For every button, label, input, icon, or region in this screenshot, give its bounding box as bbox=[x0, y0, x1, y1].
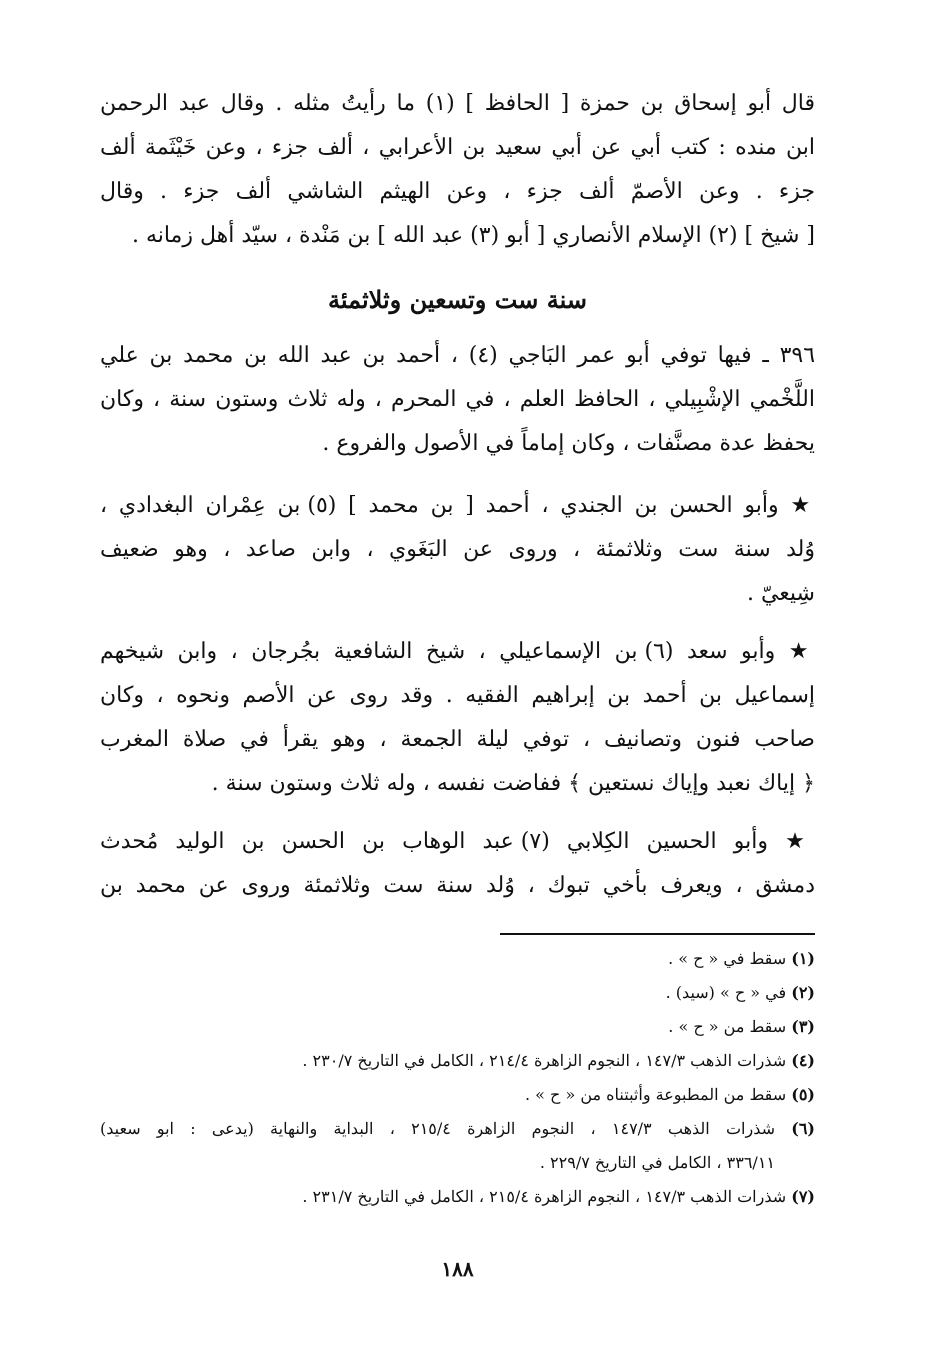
footnote-2 bbox=[100, 976, 815, 1010]
entry-ismaili-line-3: صاحب فنون وتصانيف ، توفي ليلة الجمعة ، وهو يقرأ في صلاة المغرب bbox=[100, 727, 815, 752]
intro-line-3: جزء . وعن الأصمّ ألف جزء ، وعن الهيثم الشاشي ألف جزء . وقال bbox=[100, 179, 815, 204]
footnote-text: سقط في « ح » . bbox=[668, 949, 787, 968]
entry-jundi-line-1: ★ وأبو الحسن بن الجندي ، أحمد [ بن محمد ] (٥) بن عِمْران البغدادي ، bbox=[100, 493, 815, 518]
entry-kilabi-paragraph bbox=[100, 820, 815, 908]
entry-kilabi-line-1: ★ وأبو الحسين الكِلابي (٧) عبد الوهاب بن الحسن بن الوليد مُحدث bbox=[100, 829, 815, 854]
entry-jundi-line-3: شِيعيّ . bbox=[746, 581, 815, 606]
entry-kilabi-line-2: دمشق ، ويعرف بأخي تبوك ، وُلد سنة ست وثلاثمئة وروى عن محمد بن bbox=[100, 873, 815, 898]
footnote-5 bbox=[100, 1078, 815, 1112]
entry-396-line-2: اللَّخْمي الإشْبِيلي ، الحافظ العلم ، في المحرم ، وله ثلاث وستون سنة ، وكان bbox=[100, 387, 815, 412]
entry-ismaili-line-1: ★ وأبو سعد (٦) بن الإسماعيلي ، شيخ الشافعية بجُرجان ، وابن شيخهم bbox=[100, 639, 815, 664]
intro-line-1: قال أبو إسحاق بن حمزة [ الحافظ ] (١) ما رأيتُ مثله . وقال عبد الرحمن bbox=[100, 91, 815, 116]
footnote-text: شذرات الذهب ١٤٧/٣ ، النجوم الزاهرة ٢١٤/٤ ، الكامل في التاريخ ٢٣٠/٧ . bbox=[302, 1051, 787, 1070]
footnote-text: شذرات الذهب ١٤٧/٣ ، النجوم الزاهرة ٢١٥/٤ ، البداية والنهاية (يدعى : ابو سعيد) bbox=[100, 1119, 776, 1138]
entry-jundi-line-2: وُلد سنة ست وثلاثمئة ، وروى عن البَغَوي ، وابن صاعد ، وهو ضعيف bbox=[100, 537, 815, 562]
footnote-6-continuation bbox=[100, 1146, 815, 1180]
footnote-text: ٣٣٦/١١ ، الكامل في التاريخ ٢٢٩/٧ . bbox=[539, 1153, 775, 1172]
footnote-number: (٥) bbox=[791, 1085, 815, 1104]
footnote-number: (١) bbox=[791, 949, 815, 968]
footnote-number: (٢) bbox=[791, 983, 815, 1002]
footnote-text: في « ح » (سيد) . bbox=[665, 983, 787, 1002]
entry-ismaili-line-4: ﴿ إياك نعبد وإياك نستعين ﴾ ففاضت نفسه ، وله ثلاث وستون سنة . bbox=[211, 771, 815, 796]
footnote-4 bbox=[100, 1044, 815, 1078]
footnotes bbox=[100, 942, 815, 1214]
section-heading: سنة ست وتسعين وثلاثمئة bbox=[328, 285, 587, 314]
page-number: ١٨٨ bbox=[441, 1257, 474, 1281]
footnote-number: (٤) bbox=[791, 1051, 815, 1070]
entry-396-line-1: ٣٩٦ ـ فيها توفي أبو عمر البَاجي (٤) ، أحمد بن عبد الله بن محمد بن علي bbox=[100, 343, 816, 368]
entry-396-line-3: يحفظ عدة مصنَّفات ، وكان إماماً في الأصول والفروع . bbox=[322, 431, 815, 456]
entry-jundi-paragraph bbox=[100, 484, 815, 616]
footnote-number: (٦) bbox=[791, 1119, 815, 1138]
entry-396-paragraph bbox=[100, 334, 815, 466]
footnote-number: (٣) bbox=[791, 1017, 815, 1036]
entry-ismaili-paragraph bbox=[100, 630, 815, 806]
entry-ismaili-line-2: إسماعيل بن أحمد بن إبراهيم الفقيه . وقد روى عن الأصم ونحوه ، وكان bbox=[100, 683, 815, 708]
intro-line-2: ابن منده : كتب أبي عن أبي سعيد بن الأعرابي ، ألف جزء ، وعن خَيْثَمة ألف bbox=[100, 135, 815, 160]
footnote-text: سقط من « ح » . bbox=[668, 1017, 787, 1036]
footnote-divider bbox=[500, 933, 815, 935]
footnote-3 bbox=[100, 1010, 815, 1044]
footnote-text: شذرات الذهب ١٤٧/٣ ، النجوم الزاهرة ٢١٥/٤ ، الكامل في التاريخ ٢٣١/٧ . bbox=[302, 1187, 787, 1206]
footnote-6 bbox=[100, 1112, 815, 1146]
footnote-7 bbox=[100, 1180, 815, 1214]
footnote-number: (٧) bbox=[791, 1187, 815, 1206]
footnote-text: سقط من المطبوعة وأثبتناه من « ح » . bbox=[525, 1085, 787, 1104]
footnote-1 bbox=[100, 942, 815, 976]
intro-paragraph bbox=[100, 82, 815, 258]
intro-line-4: [ شيخ ] (٢) الإسلام الأنصاري [ أبو (٣) عبد الله ] بن مَنْدة ، سيّد أهل زمانه . bbox=[131, 223, 815, 248]
